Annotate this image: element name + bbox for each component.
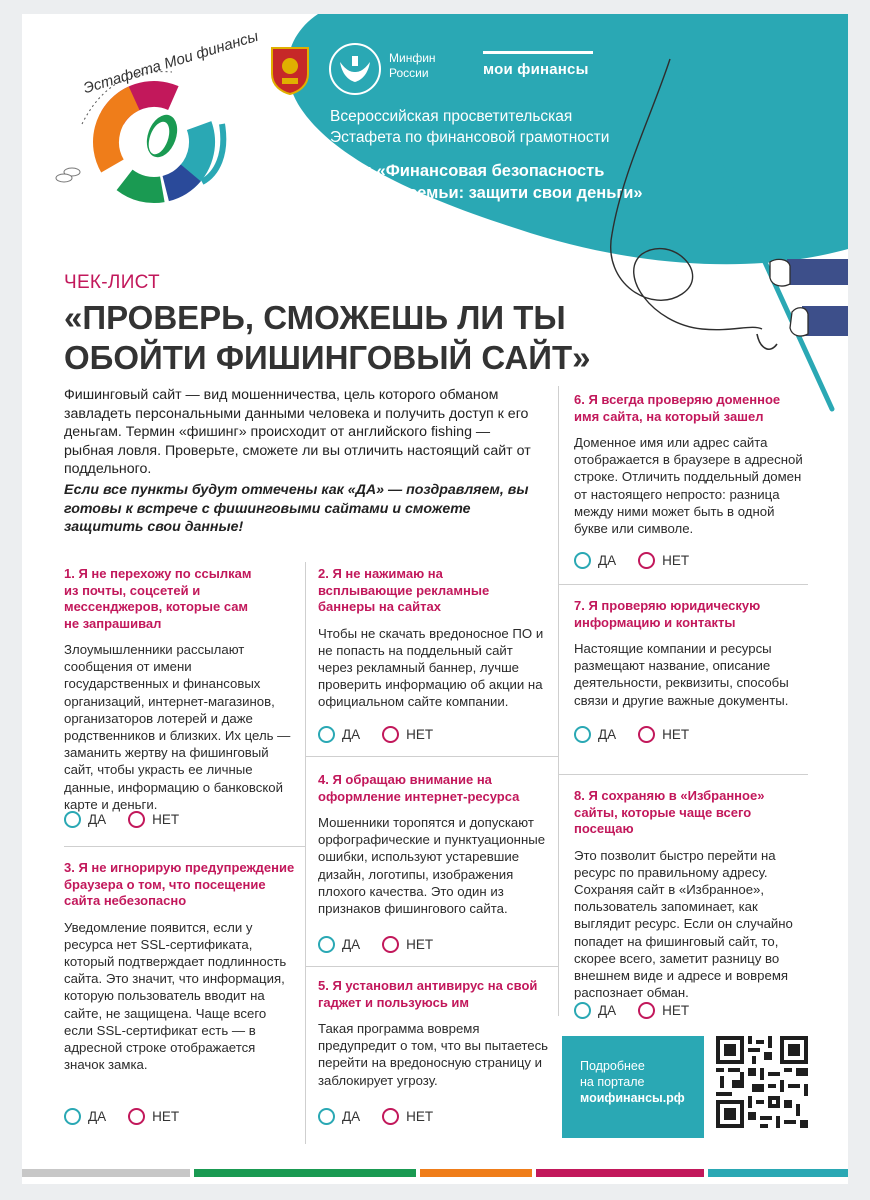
stage-line2: для всей семьи: защити свои деньги»	[330, 184, 643, 202]
bottom-bar-orange	[420, 1169, 532, 1177]
no-label: НЕТ	[152, 1109, 180, 1124]
item-heading: 4. Я обращаю внимание на оформление интернет-ресурса	[318, 772, 520, 804]
item-heading: 2. Я не нажимаю на всплывающие рекламные баннеры на сайтах	[318, 566, 490, 614]
item-body: Настоящие компании и ресурсы размещают название, описание деятельности, реквизиты, способы связи и другие важные документы.	[574, 641, 789, 708]
yes-radio[interactable]	[318, 726, 335, 743]
checklist-label: ЧЕК-ЛИСТ	[64, 272, 160, 293]
no-label: НЕТ	[662, 1003, 690, 1018]
yes-radio[interactable]	[574, 726, 591, 743]
no-radio[interactable]	[128, 811, 145, 828]
minfin-line2: России	[389, 66, 429, 80]
no-label: НЕТ	[152, 812, 180, 827]
item-body: Такая программа вовремя предупредит о том, что вы пытаетесь перейти на вредоносную страницу и заблокирует угрозу.	[318, 1021, 549, 1088]
answer-group-4	[318, 936, 433, 953]
no-label: НЕТ	[662, 727, 690, 742]
answer-group-2	[318, 726, 433, 743]
main-title	[64, 298, 684, 378]
divider-col1	[64, 846, 305, 847]
divider-vertical-2	[558, 386, 559, 1016]
minfin-label	[389, 51, 436, 81]
divider-col3-b	[558, 774, 808, 775]
title-line2: ОБОЙТИ ФИШИНГОВЫЙ САЙТ»	[64, 339, 591, 376]
title-line1: «ПРОВЕРЬ, СМОЖЕШЬ ЛИ ТЫ	[64, 299, 566, 336]
portal-link-box[interactable]	[562, 1036, 704, 1138]
moi-finansy-line	[483, 51, 593, 54]
answer-group-1	[64, 811, 179, 828]
stage-prefix: Этап:	[330, 162, 377, 180]
divider-col2-a	[305, 756, 558, 757]
checklist-item-2	[318, 566, 550, 711]
yes-radio[interactable]	[64, 811, 81, 828]
moscow-oblast-emblem-icon	[268, 44, 312, 96]
yes-label: ДА	[88, 1109, 107, 1124]
checklist-item-7	[574, 598, 808, 709]
yes-label: ДА	[598, 553, 617, 568]
moi-finansy-logo: мои финансы	[483, 61, 589, 78]
no-radio[interactable]	[128, 1108, 145, 1125]
minfin-line1: Минфин	[389, 51, 436, 65]
yes-radio[interactable]	[64, 1108, 81, 1125]
yes-radio[interactable]	[574, 552, 591, 569]
stage-line1: «Финансовая безопасность	[376, 162, 605, 180]
no-label: НЕТ	[406, 1109, 434, 1124]
subtitle-line1: Всероссийская просветительская	[330, 108, 573, 125]
item-heading: 1. Я не перехожу по ссылкам из почты, соцсетей и мессенджеров, которые сам не запрашивал	[64, 566, 252, 631]
no-radio[interactable]	[638, 552, 655, 569]
divider-vertical-1	[305, 562, 306, 1144]
item-body: Чтобы не скачать вредоносное ПО и не попасть на поддельный сайт через рекламный баннер, лучше проверить информацию об акции на официальном сайте компании.	[318, 625, 544, 710]
item-body: Мошенники торопятся и допускают орфографические и пунктуационные ошибки, используют устаревшие дизайн, логотипы, изображения плохого качества. Это один из признаков фишингового сайта.	[318, 815, 546, 917]
item-heading: 3. Я не игнорирую предупреждение браузера о том, что посещение сайта небезопасно	[64, 860, 295, 908]
item-body: Злоумышленники рассылают сообщения от имени государственных и финансовых организаций, интернет-магазинов, организаторов лотерей и даже родственников и близких. Их цель — заманить жертву на фишинговый сайт, чтобы украсть ее личные данные, информацию о банковской карте и деньги.	[64, 642, 291, 812]
no-label: НЕТ	[406, 727, 434, 742]
logo-text: Эстафета Мои финансы	[81, 27, 261, 98]
divider-col3-a	[558, 584, 808, 585]
yes-label: ДА	[342, 937, 361, 952]
item-heading: 6. Я всегда проверяю доменное имя сайта, на который зашел	[574, 392, 781, 424]
checklist-item-5	[318, 978, 550, 1089]
answer-group-5	[318, 1108, 433, 1125]
bottom-bar-green	[194, 1169, 416, 1177]
item-heading: 7. Я проверяю юридическую информацию и контакты	[574, 598, 761, 630]
item-body: Это позволит быстро перейти на ресурс по правильному адресу. Сохраняя сайт в «Избранное», пользователь запоминает, как выглядит ресурс. Если он случайно попадет на фишинговый сайт, то, скорее всего, заметит разницу во внешнем виде и адресе и вовремя распознает обман.	[574, 847, 793, 1001]
divider-col2-b	[305, 966, 558, 967]
item-body: Доменное имя или адрес сайта отображается в браузере в адресной строке. Отличить поддельный домен от настоящего непросто: разница между ними может быть в одной букве или символе.	[574, 435, 803, 537]
checklist-item-6	[574, 392, 808, 537]
answer-group-7	[574, 726, 689, 743]
yes-label: ДА	[88, 812, 107, 827]
checklist-item-3	[64, 860, 296, 1073]
yes-radio[interactable]	[318, 1108, 335, 1125]
no-label: НЕТ	[406, 937, 434, 952]
no-radio[interactable]	[382, 1108, 399, 1125]
intro-text: Фишинговый сайт — вид мошенничества, цель которого обманом завладеть персональными данными человека и получить доступ к его деньгам. Термин «фишинг» происходит от английского fishing — рыбная ловля. Проверьте, сможете ли вы отличить настоящий сайт от поддельного.	[64, 387, 531, 478]
bottom-bar-teal	[708, 1169, 848, 1177]
no-radio[interactable]	[382, 726, 399, 743]
cta-link[interactable]: моифинансы.рф	[580, 1091, 685, 1105]
subtitle-line2: Эстафета по финансовой грамотности	[330, 129, 610, 146]
yes-label: ДА	[342, 727, 361, 742]
qr-code-icon[interactable]	[716, 1036, 808, 1128]
checklist-item-1	[64, 566, 296, 813]
bottom-bar-gray	[22, 1169, 190, 1177]
answer-group-6	[574, 552, 689, 569]
no-radio[interactable]	[382, 936, 399, 953]
yes-label: ДА	[598, 727, 617, 742]
no-radio[interactable]	[638, 726, 655, 743]
item-heading: 8. Я сохраняю в «Избранное» сайты, которые чаще всего посещаю	[574, 788, 765, 836]
intro-italic-text: Если все пункты будут отмечены как «ДА» — поздравляем, вы готовы к встрече с фишинговыми сайтами и сможете защитить свои данные!	[64, 482, 529, 536]
no-radio[interactable]	[638, 1002, 655, 1019]
yes-label: ДА	[598, 1003, 617, 1018]
item-heading: 5. Я установил антивирус на свой гаджет и пользуюсь им	[318, 978, 538, 1010]
yes-radio[interactable]	[574, 1002, 591, 1019]
answer-group-8	[574, 1002, 689, 1019]
checklist-item-4	[318, 772, 550, 917]
no-label: НЕТ	[662, 553, 690, 568]
bottom-bar-magenta	[536, 1169, 704, 1177]
checklist-item-8	[574, 788, 808, 1001]
eagle-emblem-icon	[328, 42, 382, 96]
yes-radio[interactable]	[318, 936, 335, 953]
checklist-page	[22, 14, 848, 1184]
yes-label: ДА	[342, 1109, 361, 1124]
cta-line1: Подробнее	[580, 1059, 645, 1073]
answer-group-3	[64, 1108, 179, 1125]
item-body: Уведомление появится, если у ресурса нет SSL-сертификата, который подтверждает подлинность сайта. Это значит, что информация, которую пользователь вводит на сайте, не защищена. Чаще всего если SSL-сертификат есть — в адресной строке отображается значок замка.	[64, 919, 287, 1073]
cta-line2: на портале	[580, 1075, 645, 1089]
